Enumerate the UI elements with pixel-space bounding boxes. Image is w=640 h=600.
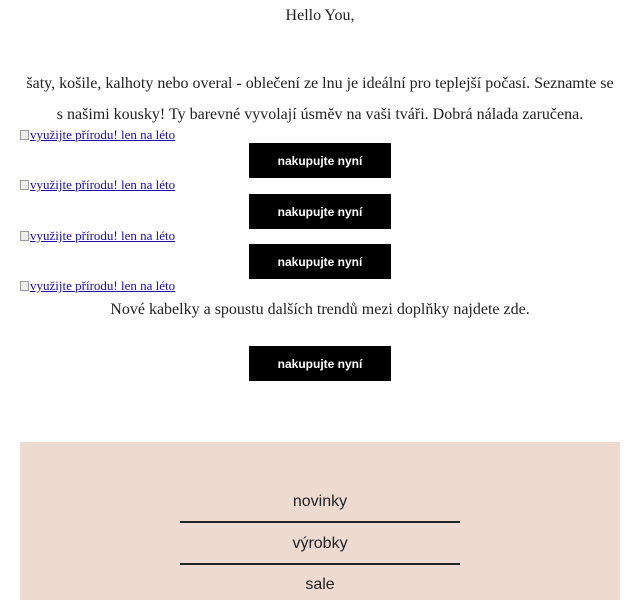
broken-image-icon xyxy=(20,180,29,190)
footer-link-vyrobky[interactable]: výrobky xyxy=(292,535,348,552)
broken-image-icon xyxy=(20,281,29,291)
accessories-text: Nové kabelky a spoustu dalších trendů mezi doplňky najdete zde. xyxy=(110,301,530,318)
linen-image-link-2[interactable] xyxy=(20,178,175,192)
image-alt-text: využijte přírodu! len na léto xyxy=(30,228,176,243)
shop-now-button-1[interactable]: nakupujte nyní xyxy=(249,143,391,178)
shop-now-button-accessories[interactable]: nakupujte nyní xyxy=(249,346,391,381)
footer-divider xyxy=(180,521,460,523)
linen-image-link-3[interactable] xyxy=(20,229,175,243)
broken-image-icon xyxy=(20,130,29,140)
broken-image-icon xyxy=(20,231,29,241)
image-alt-text: využijte přírodu! len na léto xyxy=(30,278,176,293)
footer-nav xyxy=(20,442,620,600)
footer-divider xyxy=(180,563,460,565)
intro-text: šaty, košile, kalhoty nebo overal - oblečení ze lnu je ideální pro teplejší počasí. Seznamte se s našimi kousky! Ty barevné vyvolají úsměv na vaši tváři. Dobrá nálada zaručena. xyxy=(26,75,614,123)
footer-link-novinky[interactable]: novinky xyxy=(292,493,348,510)
shop-now-button-2[interactable]: nakupujte nyní xyxy=(249,194,391,229)
footer-link-sale[interactable]: sale xyxy=(305,576,335,593)
image-alt-text: využijte přírodu! len na léto xyxy=(30,177,176,192)
image-alt-text: využijte přírodu! len na léto xyxy=(30,127,176,142)
linen-image-link-4[interactable] xyxy=(20,279,175,293)
shop-now-button-3[interactable]: nakupujte nyní xyxy=(249,244,391,279)
linen-image-link-1[interactable] xyxy=(20,128,175,142)
greeting: Hello You, xyxy=(285,7,355,24)
